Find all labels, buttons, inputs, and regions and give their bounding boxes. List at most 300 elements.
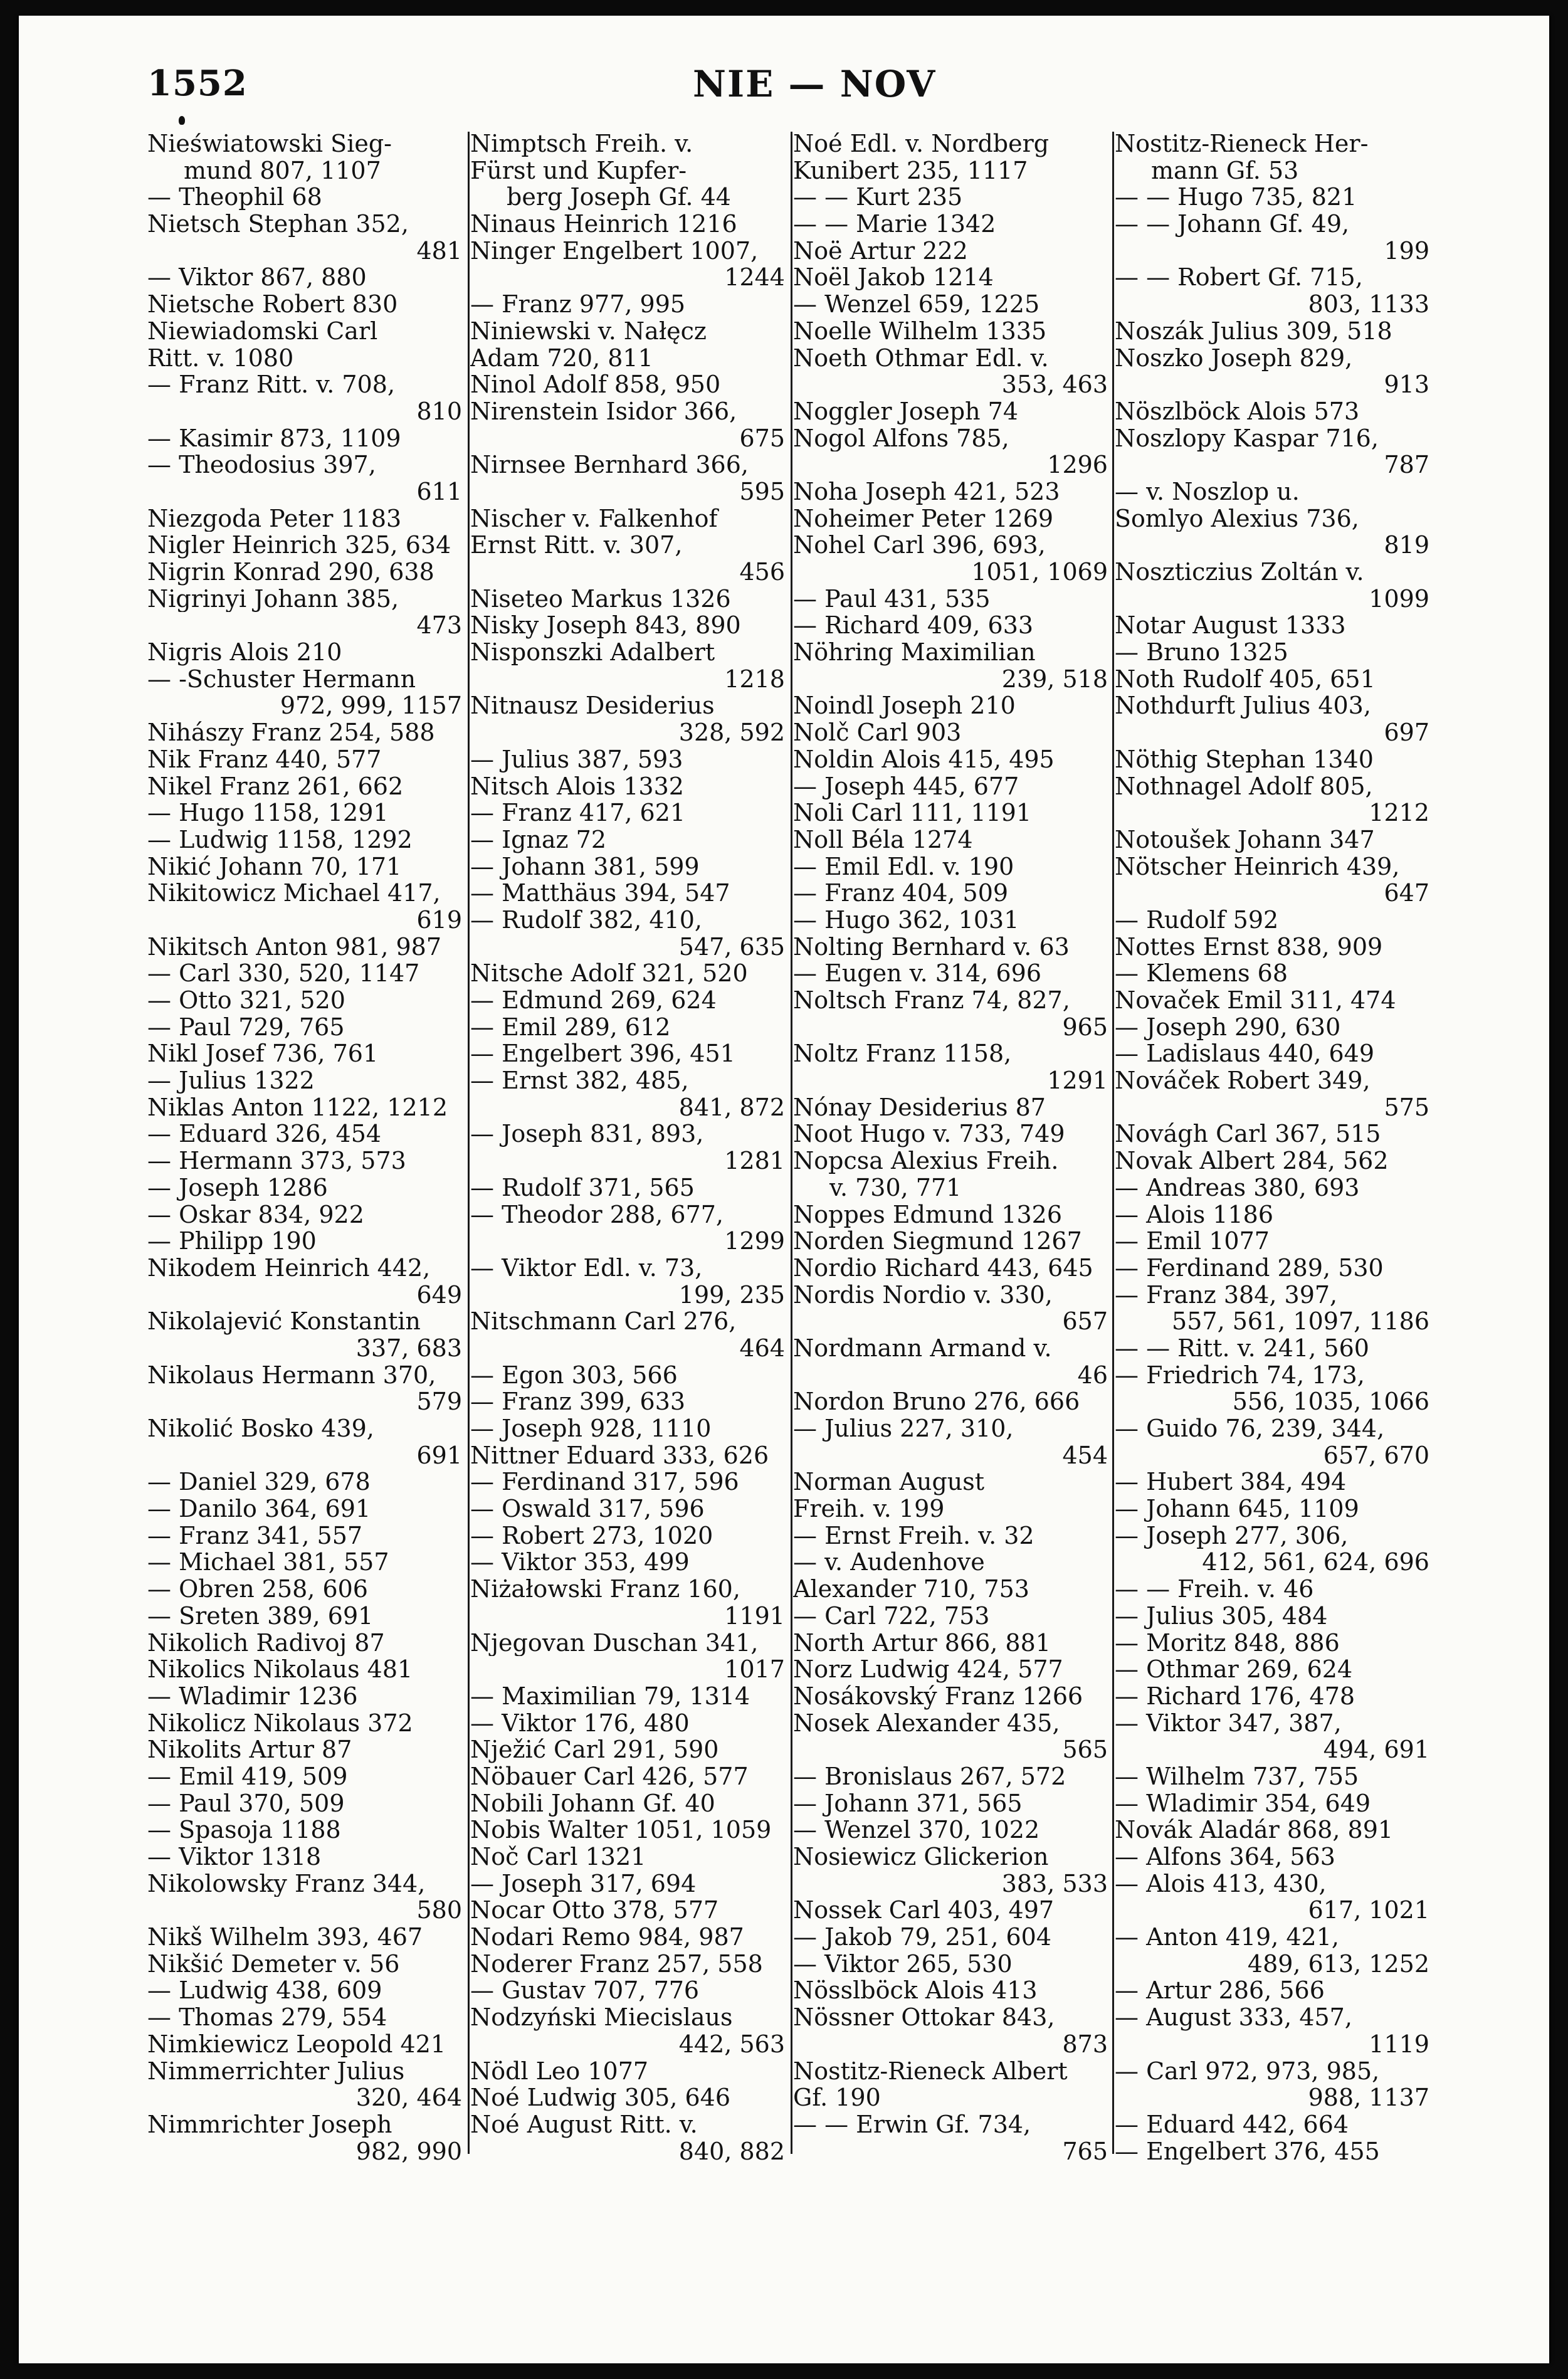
index-entry: Ernst Ritt. v. 307, [470,532,683,559]
index-entry: Nobis Walter 1051, 1059 [470,1817,772,1844]
index-entry: — Guido 76, 239, 344, [1115,1415,1385,1442]
index-entry: — Paul 370, 509 [147,1790,345,1817]
index-entry: Nigler Heinrich 325, 634 [147,532,451,559]
index-entry: — Eduard 442, 664 [1115,2111,1349,2138]
index-entry: 649 [416,1281,462,1309]
index-entry: — Joseph 277, 306, [1115,1522,1349,1549]
index-entry: — Eugen v. 314, 696 [793,960,1041,987]
index-entry: Novak Albert 284, 562 [1115,1147,1389,1174]
index-entry: 1218 [724,665,785,693]
index-entry: Nosákovský Franz 1266 [793,1682,1083,1710]
index-entry: 473 [416,612,462,640]
index-entry: 1017 [724,1656,785,1683]
index-entry: Nolting Bernhard v. 63 [793,933,1070,961]
index-entry: — Eduard 326, 454 [147,1121,382,1148]
index-entry: Fürst und Kupfer- [470,157,687,184]
index-entry: Novaček Emil 311, 474 [1115,987,1396,1014]
index-entry: — Andreas 380, 693 [1115,1174,1360,1201]
index-entry: — v. Audenhove [793,1549,985,1576]
index-entry: Nosiewicz Glickerion [793,1844,1049,1870]
index-entry: — Rudolf 592 [1115,906,1279,934]
index-entry: — Ferdinand 289, 530 [1115,1254,1384,1282]
index-entry: Noszticzius Zoltán v. [1115,559,1364,586]
index-entry: — Franz 341, 557 [147,1522,363,1549]
index-entry: Noha Joseph 421, 523 [793,478,1060,505]
index-entry: — Emil 289, 612 [470,1013,671,1041]
index-entry: Nisky Joseph 843, 890 [470,612,741,640]
index-entry: — Ignaz 72 [470,826,606,853]
index-entry: — — Freih. v. 46 [1115,1576,1314,1603]
index-entry: — Paul 729, 765 [147,1013,345,1041]
index-entry: — Ladislaus 440, 649 [1115,1040,1375,1068]
index-entry: Nikić Johann 70, 171 [147,853,402,880]
index-entry: 810 [416,398,462,425]
index-entry: — — Kurt 235 [793,184,963,211]
column-4 [1115,130,1432,2193]
index-entry: Niezgoda Peter 1183 [147,505,402,532]
index-entry: Nitsche Adolf 321, 520 [470,960,748,987]
index-entry: — Carl 972, 973, 985, [1115,2057,1380,2085]
index-entry: Nolč Carl 903 [793,719,962,746]
index-entry: Niewiadomski Carl [147,317,378,345]
index-entry: Freih. v. 199 [793,1495,945,1522]
index-entry: 691 [416,1442,462,1469]
index-entry: 547, 635 [678,933,785,961]
index-entry: Noltsch Franz 74, 827, [793,987,1070,1014]
index-entry: Nihászy Franz 254, 588 [147,719,435,746]
index-entry: — Thomas 279, 554 [147,2004,387,2031]
index-entry: Nohel Carl 396, 693, [793,532,1046,559]
index-entry: Noeth Othmar Edl. v. [793,344,1049,372]
index-entry: Nosek Alexander 435, [793,1709,1060,1737]
index-entry: Noli Carl 111, 1191 [793,799,1032,826]
index-entry: Niklas Anton 1122, 1212 [147,1094,448,1121]
index-entry: Nónay Desiderius 87 [793,1094,1046,1121]
index-entry: — Ferdinand 317, 596 [470,1469,739,1496]
index-entry: — Hugo 362, 1031 [793,906,1019,934]
index-entry: Niniewski v. Nałęcz [470,317,707,345]
index-entry: — Viktor 867, 880 [147,264,367,292]
index-entry: Noheimer Peter 1269 [793,505,1054,532]
page-number: 1552 [147,63,248,104]
index-entry: 1119 [1369,2030,1429,2058]
index-entry: — Carl 330, 520, 1147 [147,960,420,987]
index-entry: — Hugo 1158, 1291 [147,799,389,826]
index-entry: — Emil 419, 509 [147,1763,348,1790]
index-entry: 841, 872 [678,1094,785,1121]
page-header [147,63,1552,113]
index-entry: Noggler Joseph 74 [793,398,1018,425]
index-entry: — Joseph 445, 677 [793,773,1019,800]
index-entry: Nirenstein Isidor 366, [470,398,737,425]
index-entry: Nikolicz Nikolaus 372 [147,1709,413,1737]
index-entry: Noč Carl 1321 [470,1844,646,1870]
index-entry: — Egon 303, 566 [470,1361,678,1389]
index-entry: — Franz 417, 621 [470,799,686,826]
index-entry: 575 [1384,1094,1429,1121]
index-entry: Nikolić Bosko 439, [147,1415,374,1442]
index-entry: — Sreten 389, 691 [147,1602,374,1630]
index-entry: Nimmerrichter Julius [147,2057,405,2085]
index-entry: Nježić Carl 291, 590 [470,1736,719,1763]
index-entry: Nováček Robert 349, [1115,1067,1371,1094]
index-entry: Nittner Eduard 333, 626 [470,1442,769,1469]
index-entry: Nikolowsky Franz 344, [147,1870,426,1897]
index-entry: — Rudolf 371, 565 [470,1174,695,1201]
index-entry: — — Johann Gf. 49, [1115,211,1350,238]
index-entry: — Emil 1077 [1115,1228,1270,1255]
index-entry: 819 [1384,532,1429,559]
index-entry: 675 [739,425,785,452]
index-entry: Nötscher Heinrich 439, [1115,853,1400,880]
index-entry: Norden Siegmund 1267 [793,1228,1082,1255]
index-entry: Nisponszki Adalbert [470,639,715,666]
index-entry: Noindl Joseph 210 [793,692,1016,720]
index-entry: Nobili Johann Gf. 40 [470,1790,715,1817]
index-entry: Nottes Ernst 838, 909 [1115,933,1383,961]
index-entry: Nikodem Heinrich 442, [147,1254,431,1282]
index-entry: 617, 1021 [1308,1897,1429,1924]
index-entry: Nitsch Alois 1332 [470,773,684,800]
index-entry: 199 [1384,237,1429,265]
index-entry: Noll Béla 1274 [793,826,973,853]
index-entry: 565 [1062,1736,1108,1763]
index-entry: 1244 [724,264,785,292]
index-entry: — Spasoja 1188 [147,1817,341,1844]
index-entry: Notar August 1333 [1115,612,1346,640]
index-entry: Nössner Ottokar 843, [793,2004,1055,2031]
index-entry: — Wilhelm 737, 755 [1115,1763,1359,1790]
index-entry: Ninger Engelbert 1007, [470,237,759,265]
index-entry: Nikolaus Hermann 370, [147,1361,436,1389]
index-entry: — Danilo 364, 691 [147,1495,371,1522]
index-entry: Noé August Ritt. v. [470,2111,698,2138]
index-entry: — Franz 977, 995 [470,291,686,318]
index-entry: Nikš Wilhelm 393, 467 [147,1924,423,1951]
index-entry: Nikitsch Anton 981, 987 [147,933,442,961]
index-entry: Nimmrichter Joseph [147,2111,392,2138]
index-entry: Ritt. v. 1080 [147,344,294,372]
index-entry: — Kasimir 873, 1109 [147,425,401,452]
index-entry: — Johann 381, 599 [470,853,700,880]
index-entry: 494, 691 [1323,1736,1429,1763]
index-entry: — Franz 399, 633 [470,1388,686,1415]
index-entry: — Edmund 269, 624 [470,987,717,1014]
index-entry: — Alfons 364, 563 [1115,1844,1335,1870]
index-entry: 557, 561, 1097, 1186 [1172,1308,1429,1335]
index-entry: — — Hugo 735, 821 [1115,184,1357,211]
name-index [19,130,1549,2193]
index-entry: 456 [739,559,785,586]
index-entry: — Wenzel 370, 1022 [793,1817,1040,1844]
index-entry: Nodari Remo 984, 987 [470,1924,744,1951]
index-entry: Nösslböck Alois 413 [793,1977,1038,2005]
index-entry: 1191 [724,1602,785,1630]
index-entry: — Alois 1186 [1115,1201,1273,1228]
index-entry: Nimptsch Freih. v. [470,130,693,157]
index-entry: — Michael 381, 557 [147,1549,389,1576]
index-entry: — Viktor 1318 [147,1844,322,1870]
index-entry: — Jakob 79, 251, 604 [793,1924,1052,1951]
index-entry: Nothnagel Adolf 805, [1115,773,1373,800]
index-entry: 657 [1062,1308,1108,1335]
index-entry: 442, 563 [678,2030,785,2058]
ink-mark [179,116,185,125]
column-1 [147,130,465,2193]
index-entry: 765 [1062,2138,1108,2165]
index-entry: Nieświatowski Sieg- [147,130,392,157]
index-entry: 988, 1137 [1308,2084,1429,2111]
index-entry: Nödl Leo 1077 [470,2057,649,2085]
index-entry: Nordis Nordio v. 330, [793,1281,1053,1309]
running-head: NIE — NOV [693,63,937,105]
index-entry: Nikšić Demeter v. 56 [147,1950,400,1978]
index-entry: Noszlopy Kaspar 716, [1115,425,1379,452]
index-entry: Norz Ludwig 424, 577 [793,1656,1063,1683]
index-entry: 1212 [1369,799,1429,826]
index-entry: Nigrin Konrad 290, 638 [147,559,434,586]
index-entry: 1051, 1069 [971,559,1108,586]
index-entry: Kunibert 235, 1117 [793,157,1028,184]
index-entry: 454 [1062,1442,1108,1469]
directory-page [19,16,1549,2363]
index-entry: 481 [416,237,462,265]
column-2 [470,130,787,2193]
index-entry: — Ernst 382, 485, [470,1067,689,1094]
index-entry: — Paul 431, 535 [793,585,991,613]
index-entry: Noszko Joseph 829, [1115,344,1353,372]
index-entry: — Franz Ritt. v. 708, [147,371,396,398]
index-entry: Noppes Edmund 1326 [793,1201,1063,1228]
index-entry: 199, 235 [678,1281,785,1309]
index-entry: Noot Hugo v. 733, 749 [793,1121,1065,1148]
index-entry: Nischer v. Falkenhof [470,505,718,532]
index-entry: — Richard 409, 633 [793,612,1034,640]
index-entry: — Ludwig 438, 609 [147,1977,382,2005]
index-entry: Noszák Julius 309, 518 [1115,317,1392,345]
index-entry: — Rudolf 382, 410, [470,906,702,934]
index-entry: — Viktor 347, 387, [1115,1709,1342,1737]
index-entry: — Viktor Edl. v. 73, [470,1254,703,1282]
index-entry: — Anton 419, 421, [1115,1924,1339,1951]
index-entry: — — Marie 1342 [793,211,996,238]
index-entry: Nirnsee Bernhard 366, [470,451,749,478]
index-entry: Nimkiewicz Leopold 421 [147,2030,446,2058]
index-entry: 353, 463 [1001,371,1108,398]
index-entry: — Engelbert 376, 455 [1115,2138,1380,2165]
index-entry: — Joseph 928, 1110 [470,1415,712,1442]
index-entry: — August 333, 457, [1115,2004,1352,2031]
index-entry: — Wladimir 354, 649 [1115,1790,1371,1817]
index-entry: Nikolics Nikolaus 481 [147,1656,413,1683]
index-entry: — Hubert 384, 494 [1115,1469,1347,1496]
index-entry: 556, 1035, 1066 [1232,1388,1429,1415]
index-entry: 787 [1384,451,1429,478]
index-entry: — Joseph 290, 630 [1115,1013,1341,1041]
index-entry: Nöhring Maximilian [793,639,1036,666]
index-entry: Nik Franz 440, 577 [147,746,382,773]
index-entry: — Alois 413, 430, [1115,1870,1327,1897]
index-entry: berg Joseph Gf. 44 [507,184,731,211]
index-entry: Noë Artur 222 [793,237,968,265]
index-entry: — -Schuster Hermann [147,665,416,693]
index-entry: — Ernst Freih. v. 32 [793,1522,1034,1549]
index-entry: — Bronislaus 267, 572 [793,1763,1066,1790]
index-entry: — Julius 305, 484 [1115,1602,1328,1630]
index-entry: — Wenzel 659, 1225 [793,291,1040,318]
index-entry: Novák Aladár 868, 891 [1115,1817,1394,1844]
index-entry: Noelle Wilhelm 1335 [793,317,1047,345]
index-entry: Nordon Bruno 276, 666 [793,1388,1080,1415]
index-entry: — Oskar 834, 922 [147,1201,364,1228]
index-entry: North Artur 866, 881 [793,1629,1051,1657]
index-entry: — Klemens 68 [1115,960,1288,987]
index-entry: 328, 592 [678,719,785,746]
index-entry: 965 [1062,1013,1108,1041]
index-entry: 239, 518 [1001,665,1108,693]
index-entry: — Obren 258, 606 [147,1576,368,1603]
index-entry: Njegovan Duschan 341, [470,1629,759,1657]
index-entry: — Maximilian 79, 1314 [470,1682,750,1710]
index-entry: Nikel Franz 261, 662 [147,773,404,800]
index-entry: Nigrinyi Johann 385, [147,585,399,613]
index-entry: — v. Noszlop u. [1115,478,1300,505]
index-entry: 913 [1384,371,1429,398]
index-entry: 619 [416,906,462,934]
index-entry: — Viktor 176, 480 [470,1709,690,1737]
index-entry: 489, 613, 1252 [1247,1950,1429,1978]
index-entry: 840, 882 [678,2138,785,2165]
index-entry: mund 807, 1107 [184,157,381,184]
index-entry: Noderer Franz 257, 558 [470,1950,763,1978]
index-entry: — Julius 1322 [147,1067,315,1094]
index-entry: — Oswald 317, 596 [470,1495,705,1522]
index-entry: 657, 670 [1323,1442,1429,1469]
index-entry: — Othmar 269, 624 [1115,1656,1353,1683]
index-entry: v. 730, 771 [829,1174,962,1201]
column-3 [793,130,1110,2193]
index-entry: — Engelbert 396, 451 [470,1040,735,1068]
index-entry: Noldin Alois 415, 495 [793,746,1055,773]
index-entry: Novágh Carl 367, 515 [1115,1121,1381,1148]
index-entry: Nossek Carl 403, 497 [793,1897,1055,1924]
index-entry: 383, 533 [1001,1870,1108,1897]
index-entry: Gf. 190 [793,2084,881,2111]
index-entry: Nothdurft Julius 403, [1115,692,1371,720]
index-entry: — — Ritt. v. 241, 560 [1115,1334,1369,1362]
index-entry: Norman August [793,1469,985,1496]
index-entry: Notoušek Johann 347 [1115,826,1375,853]
index-entry: 320, 464 [355,2084,462,2111]
index-entry: Nogol Alfons 785, [793,425,1009,452]
index-entry: 580 [416,1897,462,1924]
index-entry: — Franz 384, 397, [1115,1281,1338,1309]
index-entry: — Theodor 288, 677, [470,1201,724,1228]
index-entry: Nostitz-Rieneck Her- [1115,130,1369,157]
index-entry: Ninol Adolf 858, 950 [470,371,721,398]
index-entry: — Daniel 329, 678 [147,1469,371,1496]
index-entry: Somlyo Alexius 736, [1115,505,1359,532]
index-entry: — Richard 176, 478 [1115,1682,1355,1710]
index-entry: — — Erwin Gf. 734, [793,2111,1031,2138]
index-entry: — Julius 227, 310, [793,1415,1014,1442]
index-entry: — Friedrich 74, 173, [1115,1361,1365,1389]
index-entry: Niżałowski Franz 160, [470,1576,740,1603]
index-entry: 697 [1384,719,1429,746]
index-entry: 412, 561, 624, 696 [1202,1549,1429,1576]
index-entry: 1281 [724,1147,785,1174]
index-entry: Nordio Richard 443, 645 [793,1254,1093,1282]
index-entry: 1291 [1047,1067,1108,1094]
index-entry: — Emil Edl. v. 190 [793,853,1014,880]
index-entry: — Viktor 265, 530 [793,1950,1013,1978]
index-entry: 464 [739,1334,785,1362]
index-entry: 595 [739,478,785,505]
index-entry: Alexander 710, 753 [793,1576,1029,1603]
index-entry: Nocar Otto 378, 577 [470,1897,719,1924]
index-entry: — Carl 722, 753 [793,1602,990,1630]
index-entry: — Artur 286, 566 [1115,1977,1325,2005]
index-entry: 803, 1133 [1308,291,1429,318]
index-entry: Nikitowicz Michael 417, [147,880,441,907]
index-entry: — Joseph 317, 694 [470,1870,697,1897]
index-entry: 337, 683 [355,1334,462,1362]
index-entry: Nitschmann Carl 276, [470,1308,737,1335]
index-entry: Noël Jakob 1214 [793,264,994,292]
index-entry: — Wladimir 1236 [147,1682,358,1710]
index-entry: — Theodosius 397, [147,451,376,478]
index-entry: — Theophil 68 [147,184,322,211]
index-entry: Niseteo Markus 1326 [470,585,731,613]
index-entry: — Bruno 1325 [1115,639,1288,666]
index-entry: — Johann 645, 1109 [1115,1495,1359,1522]
index-entry: — Johann 371, 565 [793,1790,1023,1817]
index-entry: mann Gf. 53 [1151,157,1299,184]
index-entry: — Otto 321, 520 [147,987,345,1014]
index-entry: — Julius 387, 593 [470,746,683,773]
index-entry: Adam 720, 811 [470,344,653,372]
index-entry: Nietsche Robert 830 [147,291,398,318]
index-entry: Nostitz-Rieneck Albert [793,2057,1068,2085]
index-entry: — Viktor 353, 499 [470,1549,690,1576]
index-entry: — — Robert Gf. 715, [1115,264,1363,292]
index-entry: — Ludwig 1158, 1292 [147,826,413,853]
index-entry: — Robert 273, 1020 [470,1522,713,1549]
index-entry: Nöbauer Carl 426, 577 [470,1763,749,1790]
index-entry: Noltz Franz 1158, [793,1040,1012,1068]
index-entry: — Philipp 190 [147,1228,317,1255]
index-entry: Nigris Alois 210 [147,639,342,666]
index-entry: Nikl Josef 736, 761 [147,1040,379,1068]
index-entry: — Moritz 848, 886 [1115,1629,1340,1657]
index-entry: 579 [416,1388,462,1415]
index-entry: 46 [1077,1361,1108,1389]
index-entry: Ninaus Heinrich 1216 [470,211,737,238]
index-entry: 1099 [1369,585,1429,613]
index-entry: Nikolits Artur 87 [147,1736,352,1763]
index-entry: Nodzyński Miecislaus [470,2004,733,2031]
index-entry: — Hermann 373, 573 [147,1147,406,1174]
index-entry: Nopcsa Alexius Freih. [793,1147,1059,1174]
index-entry: — Franz 404, 509 [793,880,1009,907]
index-entry: 982, 990 [355,2138,462,2165]
index-entry: 1296 [1047,451,1108,478]
index-entry: Noé Edl. v. Nordberg [793,130,1050,157]
index-entry: Noé Ludwig 305, 646 [470,2084,731,2111]
index-entry: Nöszlböck Alois 573 [1115,398,1360,425]
index-entry: 647 [1384,880,1429,907]
index-entry: Nikolajević Konstantin [147,1308,421,1335]
